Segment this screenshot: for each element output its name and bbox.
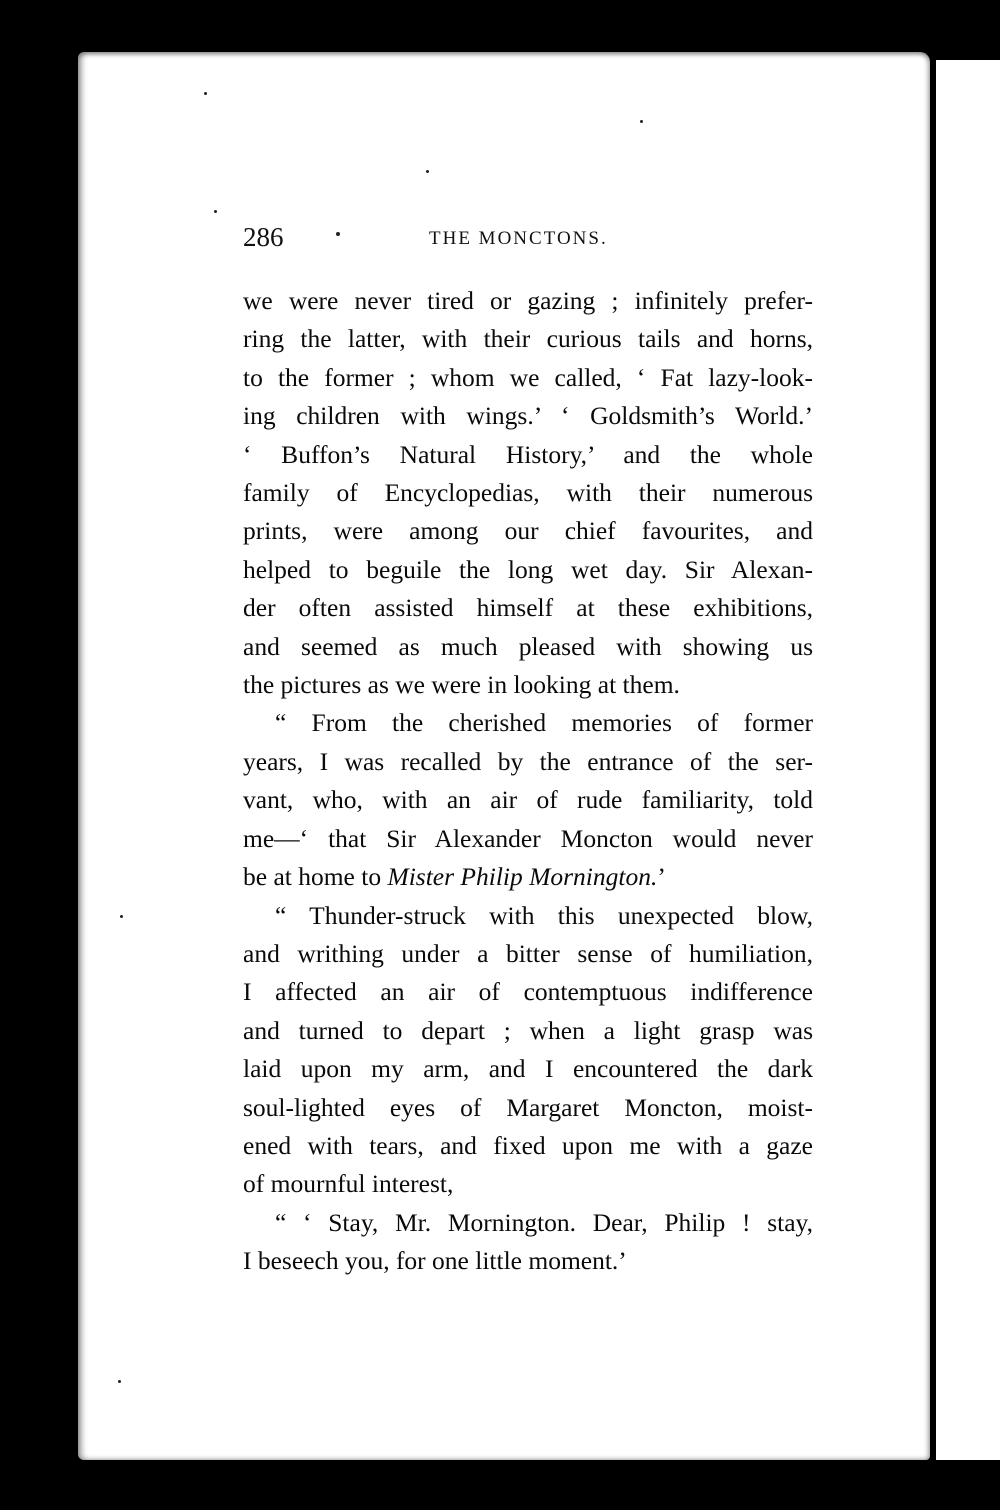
text-line: I beseech you, for one little moment.’ bbox=[243, 1246, 627, 1276]
scan-speck bbox=[640, 120, 643, 123]
adjacent-page-edge bbox=[936, 60, 1000, 1460]
running-title: THE MONCTONS. bbox=[429, 228, 608, 249]
text-line: helped to beguile the long wet day. Sir Alexan- bbox=[243, 554, 813, 584]
text-line: I affected an air of contemptuous indifference bbox=[243, 977, 813, 1007]
text-line: and writhing under a bitter sense of humiliation, bbox=[243, 938, 813, 968]
text-line: to the former ; whom we called, ‘ Fat lazy-look- bbox=[243, 362, 813, 392]
text-line: “ Thunder-struck with this unexpected blow, bbox=[275, 900, 813, 930]
scan-speck bbox=[120, 915, 123, 918]
text-line: prints, were among our chief favourites, and bbox=[243, 516, 813, 546]
paragraph bbox=[243, 1204, 813, 1281]
page-number: 286 bbox=[243, 222, 284, 252]
text-line: years, I was recalled by the entrance of the ser- bbox=[243, 746, 813, 776]
text-line: me—‘ that Sir Alexander Moncton would never bbox=[243, 823, 813, 853]
text-line: laid upon my arm, and I encountered the dark bbox=[243, 1054, 813, 1084]
text-line: the pictures as we were in looking at them. bbox=[243, 670, 680, 700]
text-line: ing children with wings.’ ‘ Goldsmith’s World.’ bbox=[243, 401, 813, 431]
text-line: ‘ Buffon’s Natural History,’ and the whole bbox=[243, 439, 813, 469]
scan-speck bbox=[426, 170, 429, 173]
scan-speck bbox=[214, 210, 217, 213]
page-header bbox=[243, 222, 813, 258]
text-line: family of Encyclopedias, with their numerous bbox=[243, 478, 813, 508]
scan-speck bbox=[204, 92, 207, 95]
text-line: vant, who, with an air of rude familiarity, told bbox=[243, 785, 813, 815]
text-line: der often assisted himself at these exhibitions, bbox=[243, 593, 813, 623]
text-line: ring the latter, with their curious tails and horns, bbox=[243, 324, 813, 354]
text-line: soul-lighted eyes of Margaret Moncton, moist- bbox=[243, 1092, 813, 1122]
text-line: “ ‘ Stay, Mr. Mornington. Dear, Philip ! stay, bbox=[275, 1207, 813, 1237]
text-line: of mournful interest, bbox=[243, 1169, 454, 1199]
body-text bbox=[243, 282, 813, 1281]
text-line: ened with tears, and fixed upon me with a gaze bbox=[243, 1130, 813, 1160]
text-line: and turned to depart ; when a light grasp was bbox=[243, 1015, 813, 1045]
paragraph bbox=[243, 897, 813, 1204]
text-line: and seemed as much pleased with showing us bbox=[243, 631, 813, 661]
text-line: we were never tired or gazing ; infinitely prefer- bbox=[243, 286, 813, 315]
text-line: be at home to Mister Philip Mornington.’ bbox=[243, 862, 666, 892]
paragraph bbox=[243, 282, 813, 704]
text-line: “ From the cherished memories of former bbox=[275, 708, 813, 738]
paragraph bbox=[243, 704, 813, 896]
scan-speck bbox=[118, 1380, 121, 1383]
